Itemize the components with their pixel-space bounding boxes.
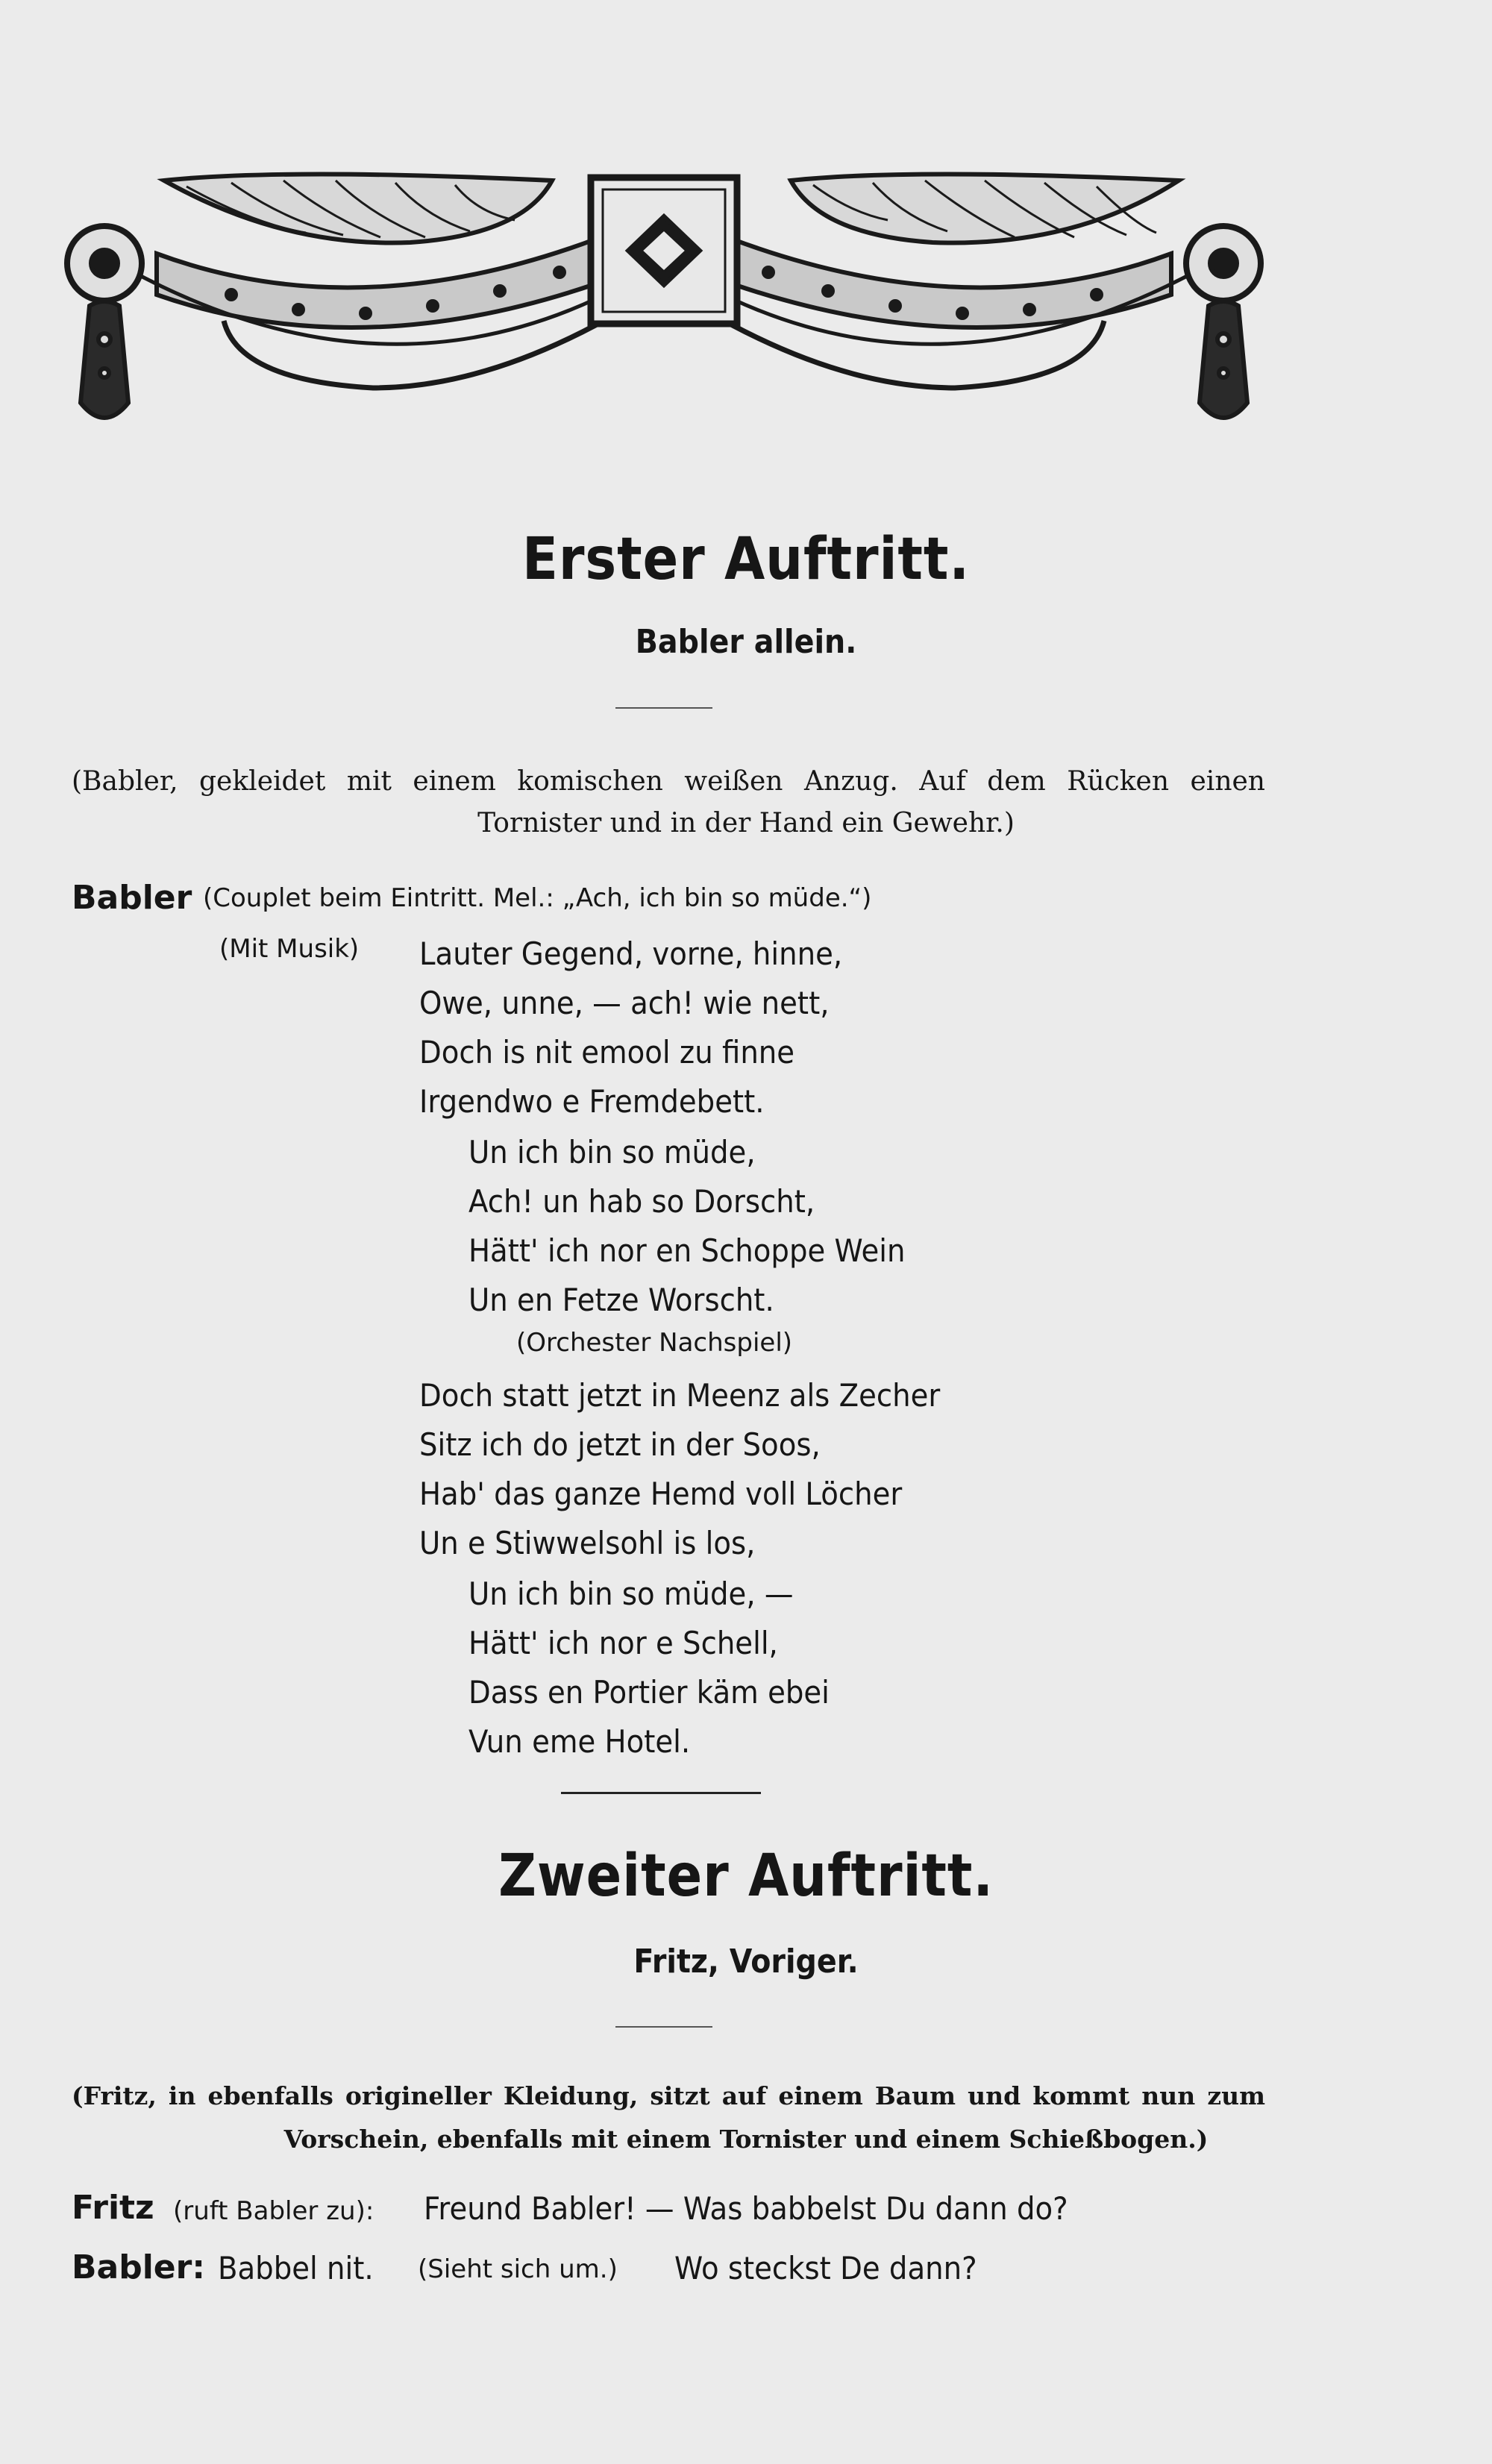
verse-line: Lauter Gegend, vorne, hinne, — [419, 935, 843, 972]
verse-line: Vun eme Hotel. — [468, 1723, 691, 1760]
verse-line: Dass en Portier käm ebei — [468, 1674, 830, 1711]
section-divider — [561, 1792, 761, 1794]
verse-line: Un en Fetze Worscht. — [468, 1282, 774, 1318]
dialogue-line: Babbel nit. — [218, 2250, 374, 2286]
verse-line: Irgendwo e Fremdebett. — [419, 1083, 765, 1120]
verse-line: Hätt' ich nor en Schoppe Wein — [468, 1232, 906, 1269]
refrain-1 — [468, 1128, 905, 1325]
verse-line: Hätt' ich nor e Schell, — [468, 1625, 778, 1661]
dialogue-line: Freund Babler! — Was babbelst Du dann do? — [424, 2190, 1068, 2227]
speaker-name: Babler: — [72, 2248, 205, 2286]
scene2-stage-direction-1: (Fritz, in ebenfalls origineller Kleidung, sitzt auf einem Baum und kommt nun zum — [72, 2081, 1265, 2110]
scene2-subtitle: Fritz, Voriger. — [633, 1943, 859, 1981]
verse-line: Ach! un hab so Dorscht, — [468, 1183, 815, 1220]
divider — [615, 707, 712, 709]
scene2-stage-direction-2: Vorschein, ebenfalls mit einem Tornister und einem Schießbogen.) — [283, 2125, 1209, 2154]
verse-2 — [419, 1371, 940, 1568]
speaker-name: Babler — [72, 879, 192, 917]
stage-direction-inline: (Sieht sich um.) — [418, 2254, 618, 2284]
verse-line: Hab' das ganze Hemd voll Löcher — [419, 1476, 903, 1512]
verse-line: Un ich bin so müde, — [468, 1134, 756, 1170]
dialogue-line: Wo steckst De dann? — [674, 2250, 977, 2286]
verse-1 — [419, 930, 842, 1126]
verse-line: Owe, unne, — ach! wie nett, — [419, 985, 830, 1021]
verse-line: Un ich bin so müde, — — [468, 1576, 794, 1612]
scene1-subtitle: Babler allein. — [635, 623, 857, 661]
divider — [615, 2026, 712, 2028]
refrain-2 — [468, 1570, 830, 1767]
scene2-title: Zweiter Auftritt. — [498, 1843, 994, 1910]
song-note: (Couplet beim Eintritt. Mel.: „Ach, ich bin so müde.“) — [203, 883, 872, 913]
music-note: (Mit Musik) — [219, 934, 360, 964]
scene1-stage-direction-2: Tornister und in der Hand ein Gewehr.) — [477, 808, 1015, 838]
scene1-stage-direction-1: (Babler, gekleidet mit einem komischen weißen Anzug. Auf dem Rücken einen — [72, 766, 1265, 797]
stage-direction-inline: (ruft Babler zu): — [173, 2196, 374, 2226]
scene1-title: Erster Auftritt. — [522, 526, 970, 593]
orchestra-note: (Orchester Nachspiel) — [516, 1328, 793, 1358]
verse-line: Sitz ich do jetzt in der Soos, — [419, 1426, 821, 1463]
verse-line: Doch is nit emool zu finne — [419, 1034, 795, 1070]
verse-line: Doch statt jetzt in Meenz als Zecher — [419, 1377, 941, 1414]
ornament-header — [60, 164, 1268, 433]
verse-line: Un e Stiwwelsohl is los, — [419, 1525, 756, 1561]
speaker-name: Fritz — [72, 2189, 154, 2227]
